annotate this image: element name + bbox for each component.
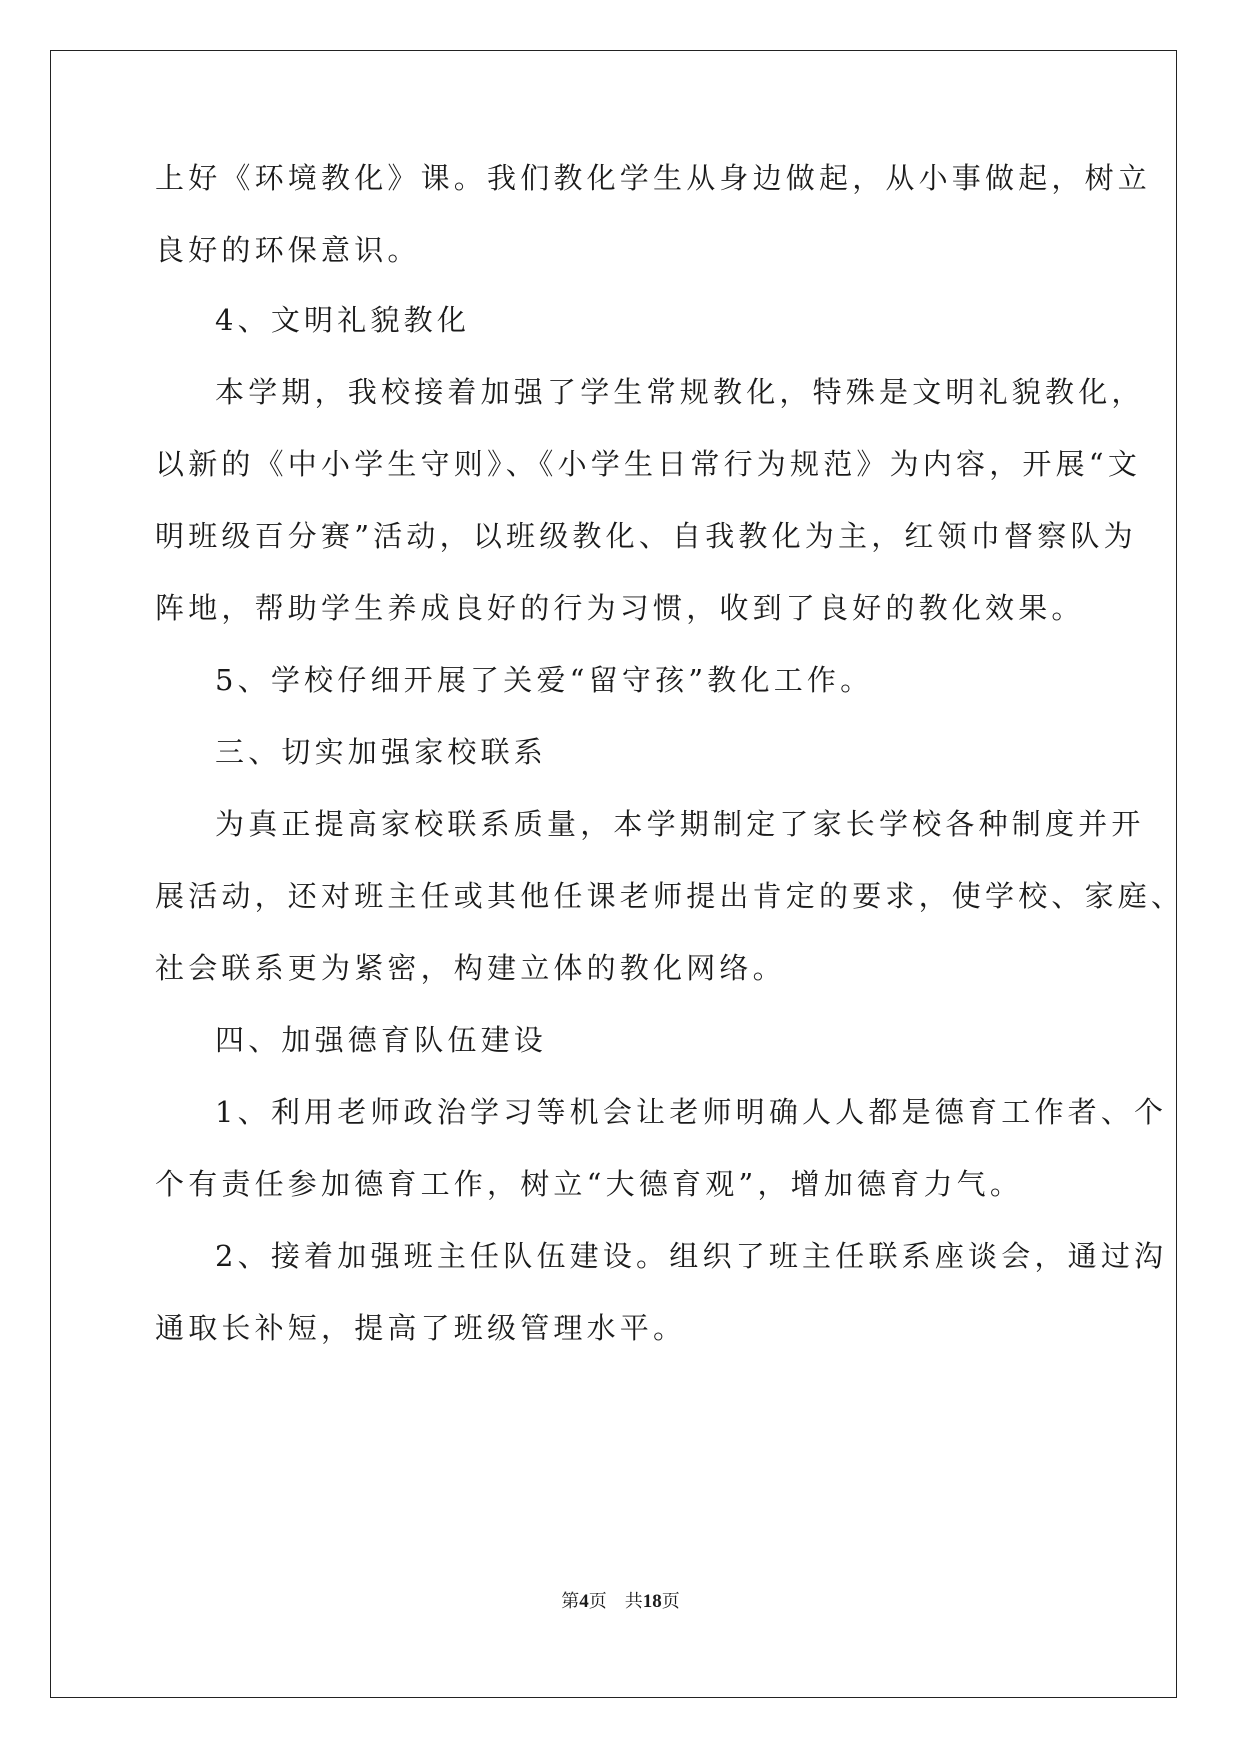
text-line: 社会联系更为紧密，构建立体的教化网络。 — [155, 951, 786, 985]
text-line: 通取长补短，提高了班级管理水平。 — [155, 1311, 687, 1345]
text-line: 以新的《中小学生守则》、《小学生日常行为规范》为内容，开展“文 — [155, 447, 1142, 481]
section-heading: 四、加强德育队伍建设 — [215, 1023, 548, 1057]
text-line: 展活动，还对班主任或其他任课老师提出肯定的要求，使学校、家庭、 — [155, 879, 1185, 913]
text-line: 上好《环境教化》课。我们教化学生从身边做起，从小事做起，树立 — [155, 161, 1152, 195]
text-line: 阵地，帮助学生养成良好的行为习惯，收到了良好的教化效果。 — [155, 591, 1085, 625]
page-border — [50, 50, 1177, 1698]
page-footer — [0, 1590, 1241, 1614]
text-line: 良好的环保意识。 — [155, 233, 421, 267]
page-number: 4 — [579, 1591, 589, 1612]
total-pages: 18 — [642, 1591, 662, 1612]
section-heading: 4、文明礼貌教化 — [215, 303, 471, 337]
text-line: 1、利用老师政治学习等机会让老师明确人人都是德育工作者、个 — [215, 1095, 1168, 1129]
text-line: 个有责任参加德育工作，树立“大德育观”，增加德育力气。 — [155, 1167, 1024, 1201]
text-line: 明班级百分赛”活动，以班级教化、自我教化为主，红领巾督察队为 — [155, 519, 1137, 553]
text-line: 2、接着加强班主任队伍建设。组织了班主任联系座谈会，通过沟 — [215, 1239, 1168, 1273]
text-line: 本学期，我校接着加强了学生常规教化，特殊是文明礼貌教化， — [215, 375, 1145, 409]
footer-middle: 页 共 — [588, 1591, 643, 1612]
footer-prefix: 第 — [561, 1591, 580, 1612]
footer-suffix: 页 — [661, 1591, 680, 1612]
section-heading: 5、学校仔细开展了关爱“留守孩”教化工作。 — [215, 663, 874, 697]
section-heading: 三、切实加强家校联系 — [215, 735, 548, 769]
text-line: 为真正提高家校联系质量，本学期制定了家长学校各种制度并开 — [215, 807, 1145, 841]
